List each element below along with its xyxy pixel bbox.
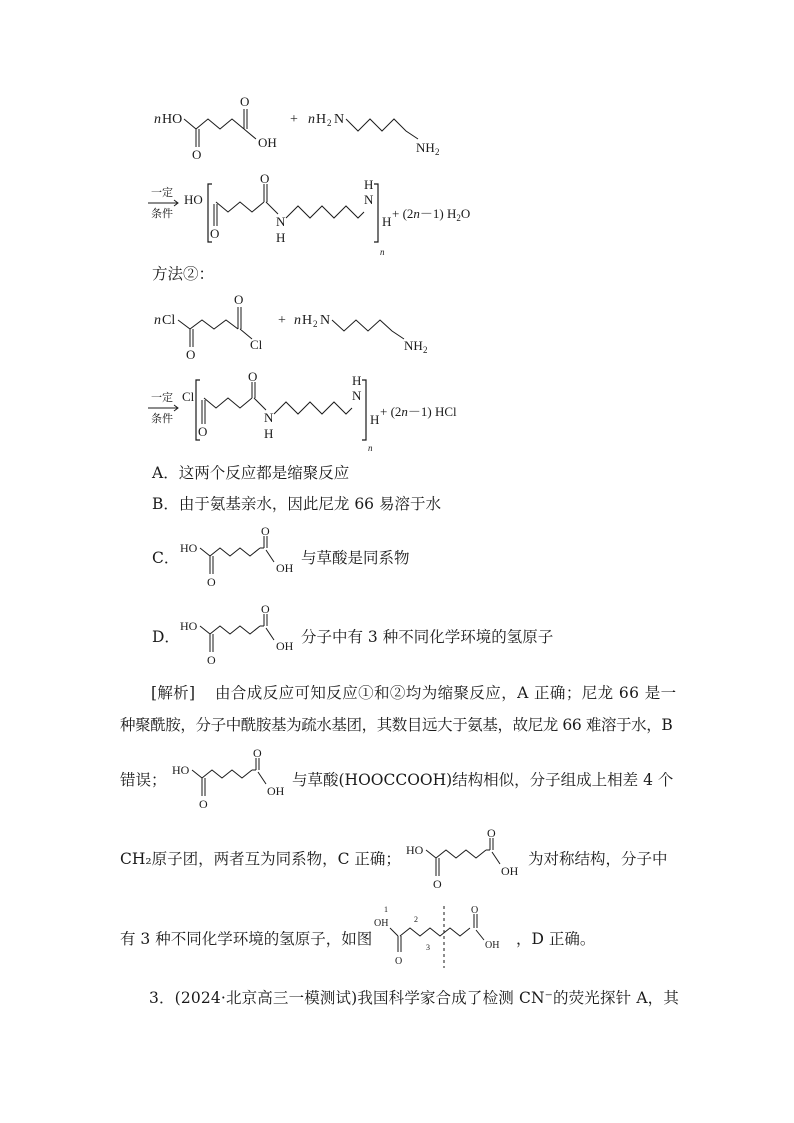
method2-label: 方法②： [152,265,215,283]
svg-text:HO: HO [406,843,424,857]
svg-text:NH: NH [404,338,423,353]
svg-text:O: O [192,147,202,162]
svg-text:N: N [264,410,274,425]
option-b: B．由于氨基亲水，因此尼龙 66 易溶于水 [152,495,441,513]
svg-text:Cl: Cl [162,313,176,328]
analysis-molecule-1 [170,746,292,812]
svg-text:O: O [207,653,216,667]
svg-text:OH: OH [501,864,519,878]
svg-text:OH: OH [276,561,294,575]
svg-text:2: 2 [423,345,428,355]
svg-text:2: 2 [435,147,440,157]
analysis-line-3-suffix: 与草酸(HOOCCOOH)结构相似，分子组成上相差 4 个 [292,771,674,789]
option-c-molecule [178,526,298,592]
analysis-line-5-suffix: ，D 正确。 [516,930,596,948]
svg-text:条件: 条件 [151,413,173,425]
svg-text:N: N [320,313,331,328]
svg-text:n: n [308,112,315,127]
svg-text:H: H [382,214,392,229]
svg-text:N: N [364,192,374,207]
svg-text:+: + [278,313,286,328]
svg-text:O: O [260,171,270,186]
svg-text:1: 1 [384,905,388,914]
option-c-prefix: C． [152,549,180,567]
svg-text:H: H [352,373,362,388]
svg-text:条件: 条件 [151,208,173,220]
svg-text:O: O [210,226,220,241]
question-3: 3．(2024·北京高三一模测试)我国科学家合成了检测 CN⁻的荧光探针 A，其 [149,989,679,1007]
svg-text:H: H [302,313,313,328]
byproduct-hcl: + (2n－1) HCl [380,404,457,419]
svg-text:N: N [276,214,286,229]
svg-text:O: O [240,94,250,109]
svg-text:n: n [154,313,161,328]
svg-text:OH: OH [276,639,294,653]
svg-text:HO: HO [184,192,203,207]
svg-text:Cl: Cl [250,337,263,352]
analysis-numbered-molecule [372,904,516,970]
condition-label: 一定 [151,187,173,199]
svg-text:H: H [364,177,374,192]
svg-text:H: H [276,230,286,245]
analysis-line-3-prefix: 错误； [120,771,167,789]
svg-text:O: O [186,347,196,362]
reaction2-product [146,369,506,453]
reactant1-label: n [154,112,161,127]
svg-text:O: O [248,369,258,384]
svg-text:一定: 一定 [151,392,173,404]
svg-text:2: 2 [313,319,318,329]
svg-text:H: H [316,112,327,127]
svg-text:HO: HO [162,112,183,127]
analysis-tag: [解析] [151,684,196,702]
svg-text:O: O [433,877,442,891]
svg-text:O: O [471,905,479,916]
svg-text:O: O [261,602,270,616]
reaction2-reactants [150,293,450,363]
svg-text:H: H [264,426,274,441]
svg-text:O: O [253,746,262,760]
svg-text:OH: OH [374,918,389,929]
svg-text:O: O [261,524,270,538]
analysis-line-1: 由合成反应可知反应①和②均为缩聚反应，A 正确；尼龙 66 是一 [215,684,677,702]
svg-text:HO: HO [172,763,190,777]
svg-text:n: n [294,313,301,328]
analysis-line-4-prefix: CH₂原子团，两者互为同系物，C 正确； [120,850,401,868]
svg-text:N: N [334,112,345,127]
svg-text:H: H [370,412,380,427]
option-d-molecule [178,604,298,670]
svg-text:Cl: Cl [182,389,195,404]
svg-text:O: O [395,956,403,967]
analysis-line-4-suffix: 为对称结构，分子中 [528,850,668,868]
option-c-suffix: 与草酸是同系物 [301,549,410,567]
option-d-prefix: D． [152,628,180,646]
svg-text:O: O [487,826,496,840]
svg-text:O: O [198,424,208,439]
svg-text:HO: HO [180,541,198,555]
svg-text:HO: HO [180,619,198,633]
option-d-suffix: 分子中有 3 种不同化学环境的氢原子 [301,628,554,646]
analysis-molecule-2 [404,824,528,890]
analysis-line-5-prefix: 有 3 种不同化学环境的氢原子，如图 [120,930,373,948]
option-a: A．这两个反应都是缩聚反应 [152,464,350,482]
svg-text:n: n [380,247,385,257]
svg-text:2: 2 [414,915,418,924]
svg-text:+: + [290,112,298,127]
svg-text:OH: OH [267,784,285,798]
svg-text:O: O [207,575,216,589]
svg-text:OH: OH [485,940,500,951]
svg-text:N: N [352,388,362,403]
svg-text:O: O [234,292,244,307]
svg-text:NH: NH [416,140,435,155]
svg-text:3: 3 [426,943,430,952]
svg-text:2: 2 [327,118,332,128]
reaction1-reactants [150,95,450,165]
svg-text:OH: OH [258,135,277,150]
reaction1-product [146,171,506,257]
analysis-line-2: 种聚酰胺，分子中酰胺基为疏水基团，其数目远大于氨基，故尼龙 66 难溶于水，B [120,716,673,734]
svg-text:O: O [199,797,208,811]
byproduct-water: + (2n－1) $H_2O$ [392,206,471,223]
svg-text:n: n [368,443,373,453]
